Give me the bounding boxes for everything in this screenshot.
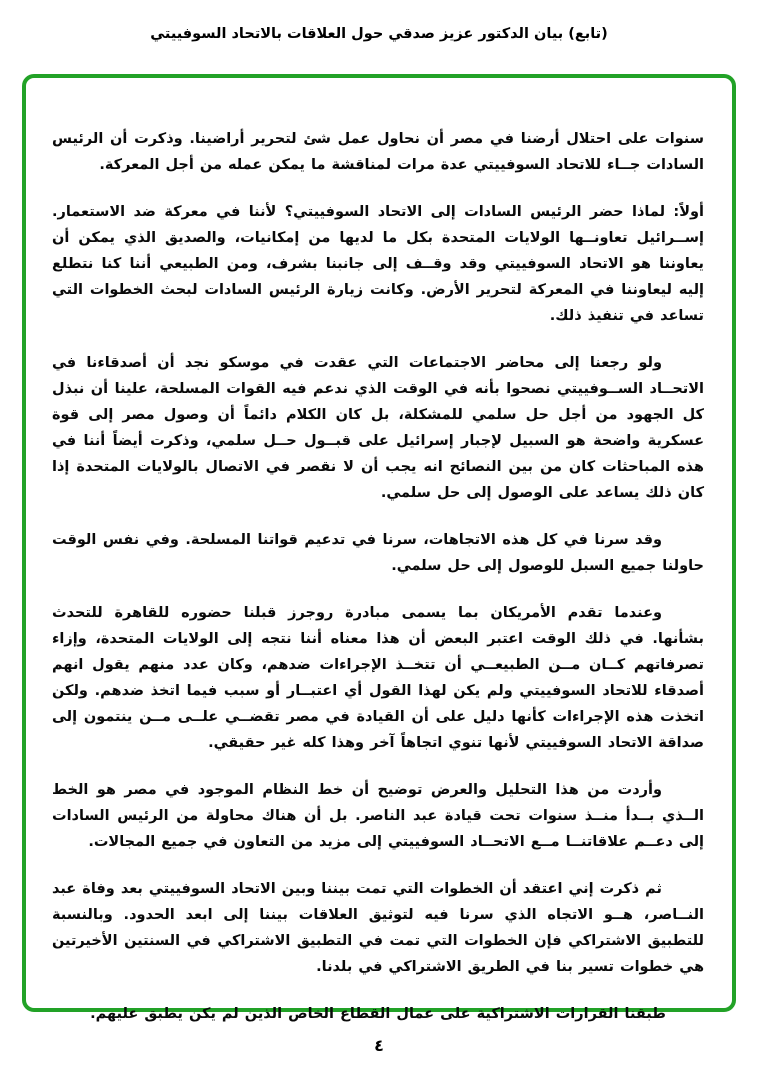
paragraph-5: وعندما تقدم الأمريكان بما يسمى مبادرة روجرز قبلنا حضوره للقاهرة للتحدث بشأنها. في ذلك الوقت اعتبر البعض أن هذا معناه أننا نتجه إلى الولايات المتحدة، وإزاء تصرفاتهم كــان مــن الطبيعــي أن تتخــذ الإجراءات ضدهم، وكان عدد منهم يقول انهم أصدقاء للاتحاد السوفييتي ولم يكن لهذا القول أي اعتبــار أو سبب فيما اتخذ ضدهم. ولكن اتخذت هذه الإجراءات كأنها دليل على أن القيادة في مصر تقضــي علــى مــن ينتمون إلى صداقة الاتحاد السوفييتي لأنها تنوي اتجاهاً آخر وهذا كله غير حقيقي. [52, 605, 704, 751]
paragraph-1: سنوات على احتلال أرضنا في مصر أن نحاول عمل شئ لتحرير أراضينا. وذكرت أن الرئيس السادات جــاء للاتحاد السوفييتي عدة مرات لمناقشة ما يمكن عمله من أجل المعركة. [52, 131, 704, 173]
paragraph-6: وأردت من هذا التحليل والعرض توضيح أن خط النظام الموجود في مصر هو الخط الــذي بــدأ منــذ سنوات تحت قيادة عبد الناصر. بل أن هناك محاولة من الرئيس السادات إلى دعــم علاقاتنــا مــع الاتحــاد السوفييتي إلى مزيد من التعاون في جميع المجالات. [52, 782, 704, 850]
page-header-title: (تابع) بيان الدكتور عزيز صدقي حول العلاقات بالاتحاد السوفييتي [150, 26, 608, 42]
paragraph-7: ثم ذكرت إني اعتقد أن الخطوات التي تمت بيننا وبين الاتحاد السوفييتي بعد وفاة عبد النــاصر، هــو الاتجاه الذي سرنا فيه لتوثيق العلاقات بيننا إلى ابعد الحدود. وبالنسبة للتطبيق الاشتراكي فإن الخطوات التي تمت في التطبيق الاشتراكي في السنتين الأخيرتين هي خطوات تسير بنا في الطريق الاشتراكي في بلدنا. [52, 881, 704, 975]
paragraph-8: طبقنا القرارات الاشتراكية على عمال القطاع الخاص الذين لم يكن يطبق عليهم. [90, 1006, 666, 1022]
page-number: ٤ [374, 1036, 384, 1055]
document-frame [22, 74, 736, 1022]
paragraph-4: وقد سرنا في كل هذه الاتجاهات، سرنا في تدعيم قواتنا المسلحة. وفي نفس الوقت حاولنا جميع السبل للوصول إلى حل سلمي. [52, 532, 704, 574]
paragraph-3: ولو رجعنا إلى محاضر الاجتماعات التي عقدت في موسكو نجد أن أصدقاءنا في الاتحــاد الســوفييتي نصحوا بأنه في الوقت الذي ندعم فيه القوات المسلحة، علينا أن نبذل كل الجهود من أجل حل سلمي للمشكلة، بل كان الكلام دائماً أن وصول مصر إلى قوة عسكرية واضحة هو السبيل لإجبار إسرائيل على قبــول حــل سلمي، وذكرت أيضاً أننا في هذه المباحثات كان من بين النصائح انه يجب أن لا نقصر في الاتصال بالولايات المتحدة إذا كان ذلك يساعد على الوصول إلى حل سلمي. [52, 355, 704, 501]
paragraph-2: أولاً: لماذا حضر الرئيس السادات إلى الاتحاد السوفييتي؟ لأننا في معركة ضد الاستعمار. إســرائيل تعاونــها الولايات المتحدة بكل ما لديها من إمكانيات، والصديق الذي يمكن أن يعاوننا هو الاتحاد السوفييتي وقد وقــف إلى جانبنا بشرف، ومن الطبيعي أننا كنا نتطلع إليه ليعاوننا في المعركة لتحرير الأرض. وكانت زيارة الرئيس السادات لبحث الخطوات التي تساعد في تنفيذ ذلك. [52, 204, 704, 324]
